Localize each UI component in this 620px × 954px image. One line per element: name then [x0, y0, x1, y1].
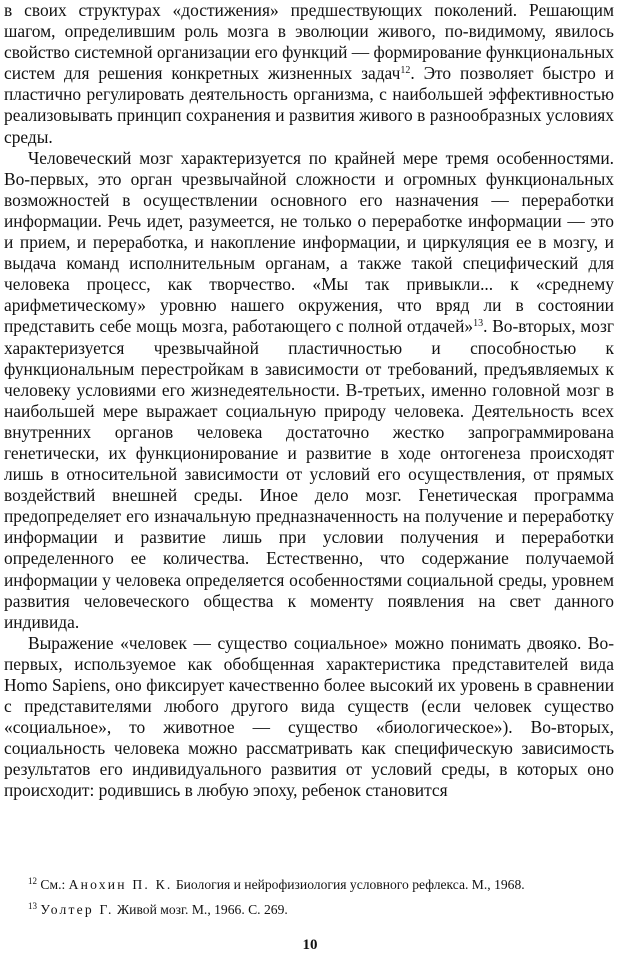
paragraph-text: . Во-вторых, мозг характеризуется чрезвычайной пластичностью и способностью к функциональным перестройкам в зависимости от требований, предъявляемых к человеку условиями его жизнедеятельности. В-третьих, именно головной мозг в наибольшей мере выражает социальную природу человека. Деятельность всех внутренних органов человека достаточно жестко запрограммирована генетически, их функционирование и развитие в ходе онтогенеза происходят лишь в относительной зависимости от условий его осуществления, от прямых воздействий внешней среды. Иное дело мозг. Генетическая программа предопределяет его изначальную предназначенность на получение и переработку информации и развитие лишь при условии получения и переработки определенного ее количества. Естественно, что содержание получаемой информации у человека определяется особенностями социальной среды, уровнем развития человеческого общества к моменту появления на свет данного индивида.: [4, 316, 614, 632]
footnote-reference: 13: [473, 318, 484, 330]
footnote-author: Уолтер Г.: [40, 902, 114, 917]
footnotes: [4, 872, 612, 922]
paragraph-text: Человеческий мозг характеризуется по крайней мере тремя особенностями. Во-первых, это орган чрезвычайной сложности и огромных функциональных возможностей в осуществлении основного его назначения — переработки информации. Речь идет, разумеется, не только о переработке информации — это и прием, и переработка, и накопление информации, и циркуляция ее в мозгу, и выдача команд исполнительным органам, а также такой специфический для человека процесс, как творчество. «Мы так привыкли... к «среднему арифметическому» уровню нашего окружения, что вряд ли в состоянии представить себе мощь мозга, работающего с полной отдачей»: [4, 147, 614, 337]
footnote-prefix: См.:: [40, 877, 69, 892]
paragraph-p1: [4, 0, 614, 148]
footnote-reference: 12: [400, 65, 411, 77]
paragraph-p3: [4, 633, 614, 802]
paragraph-text: Выражение «человек — существо социальное» можно понимать двояко. Во-первых, используемое как обобщенная характеристика представителей вида Homo Sapiens, оно фиксирует качественно более высокий их уровень в сравнении с представителями любого другого вида существ (если человек существо «социальное», то животное — существо «биологическое»). Во-вторых, социальность человека можно рассматривать как специфическую зависимость результатов его индивидуального развития от условий среды, в которых оно происходит: родившись в любую эпоху, ребенок становится: [4, 632, 614, 801]
footnote-number: 12: [28, 876, 37, 886]
footnote-fn13: [4, 897, 612, 919]
footnote-fn12: [4, 872, 612, 894]
body-text: [4, 0, 614, 802]
footnote-author: Анохин П. К.: [68, 877, 173, 892]
paragraph-text: в своих структурах «достижения» предшествующих поколений. Решающим шагом, определившим роль мозга в эволюции живого, по-видимому, явилось свойство системной организации его функций — формирование функциональных систем для решения конкретных жизненных задач: [4, 0, 615, 84]
footnote-text: Биология и нейрофизиология условного рефлекса. М., 1968.: [172, 877, 525, 892]
footnote-text: Живой мозг. М., 1966. С. 269.: [113, 902, 288, 917]
page-number: 10: [302, 937, 318, 953]
footnote-number: 13: [28, 901, 37, 911]
paragraph-p2: [4, 148, 614, 633]
paragraph-text: . Это позволяет быстро и пластично регулировать деятельность организма, с наибольшей эффективностью реализовывать принцип сохранения и развития живого в разнообразных условиях среды.: [4, 63, 614, 147]
